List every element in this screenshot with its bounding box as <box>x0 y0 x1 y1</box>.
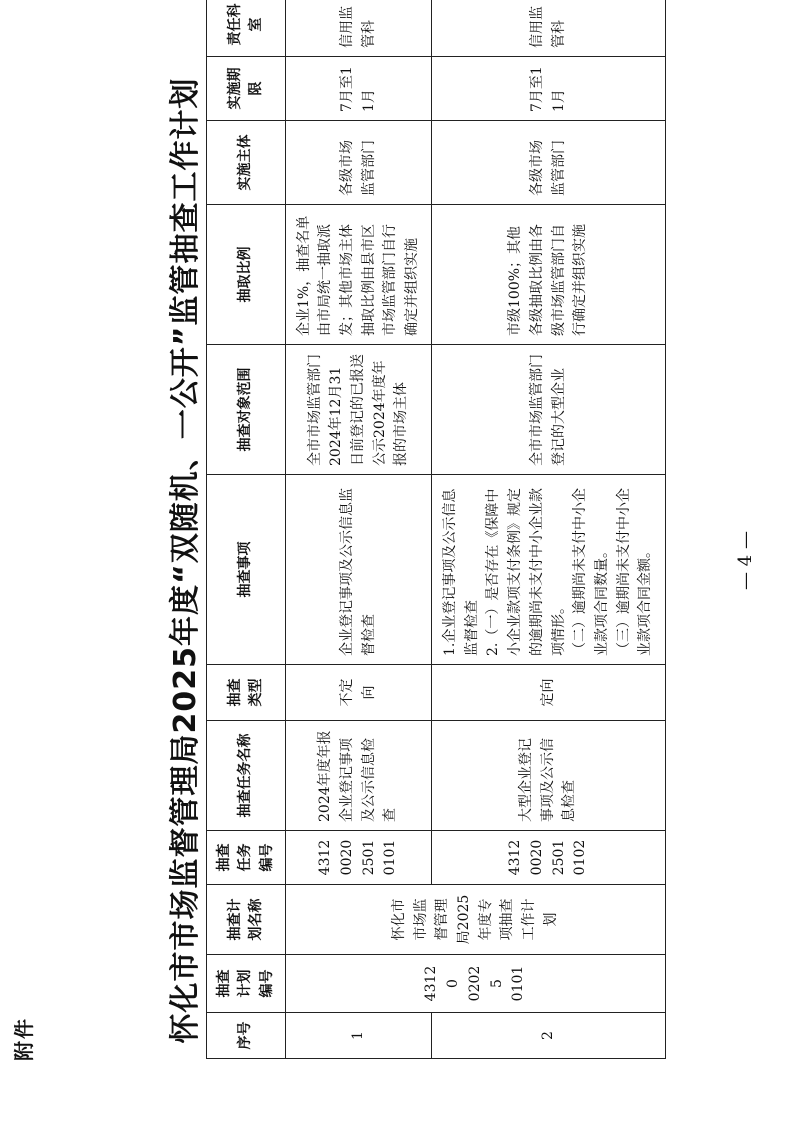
cell-type: 不定向 <box>286 665 432 721</box>
header-plan-name: 抽查计划名称 <box>207 885 286 955</box>
page-number: — 4 — <box>735 531 756 590</box>
cell-dept: 信用监管科 <box>432 0 666 57</box>
cell-type: 定向 <box>432 665 666 721</box>
inspection-plan-table <box>206 0 666 1059</box>
cell-plan-name: 怀化市市场监督管理局2025年度专项抽查工作计划 <box>286 885 666 955</box>
header-plan-no: 抽查计划编号 <box>207 955 286 1013</box>
cell-task-name: 2024年度年报企业登记事项及公示信息检查 <box>286 721 432 831</box>
header-period: 实施期限 <box>207 57 286 121</box>
table-row <box>286 0 432 1059</box>
table-header-row <box>207 0 286 1059</box>
header-subject: 实施主体 <box>207 121 286 205</box>
annex-label: 附件 <box>12 1017 36 1061</box>
cell-period: 7月至11月 <box>432 57 666 121</box>
cell-ratio: 企业1%，抽查名单由市局统一抽取派发；其他市场主体抽取比例由县市区市场监管部门自行确定并组织实施 <box>286 205 432 345</box>
header-dept: 责任科室 <box>207 0 286 57</box>
header-seq: 序号 <box>207 1013 286 1059</box>
cell-task-name: 大型企业登记事项及公示信息检查 <box>432 721 666 831</box>
cell-task-no: 4312 0020 2501 0101 <box>286 831 432 885</box>
header-task-no: 抽查任务编号 <box>207 831 286 885</box>
header-ratio: 抽取比例 <box>207 205 286 345</box>
header-type: 抽查类型 <box>207 665 286 721</box>
cell-subject: 各级市场监管部门 <box>432 121 666 205</box>
cell-period: 7月至11月 <box>286 57 432 121</box>
page-title: 怀化市市场监督管理局2025年度“双随机、一公开”监管抽查工作计划 <box>168 77 203 1044</box>
cell-seq: 1 <box>286 1013 432 1059</box>
cell-dept: 信用监管科 <box>286 0 432 57</box>
cell-subject: 各级市场监管部门 <box>286 121 432 205</box>
cell-task-no: 4312 0020 2501 0102 <box>432 831 666 885</box>
header-items: 抽查事项 <box>207 475 286 665</box>
cell-scope: 全市市场监管部门2024年12月31日前登记的已报送公示2024年度年报的市场主体 <box>286 345 432 475</box>
cell-items: 企业登记事项及公示信息监督检查 <box>286 475 432 665</box>
cell-plan-no: 43120 02025 0101 <box>286 955 666 1013</box>
header-scope: 抽查对象范围 <box>207 345 286 475</box>
cell-scope: 全市市场监管部门登记的大型企业 <box>432 345 666 475</box>
cell-ratio: 市级100%；其他各级抽取比例由各级市场监管部门自行确定并组织实施 <box>432 205 666 345</box>
cell-seq: 2 <box>432 1013 666 1059</box>
header-task-name: 抽查任务名称 <box>207 721 286 831</box>
cell-items: 1.企业登记事项及公示信息监督检查 2.（一）是否存在《保障中小企业款项支付条例》规定的逾期尚未支付中小企业款项情形。 （二）逾期尚未支付中小企业款项合同数量。 （三）逾期尚未支付中小企业款项合同金额。 <box>432 475 666 665</box>
